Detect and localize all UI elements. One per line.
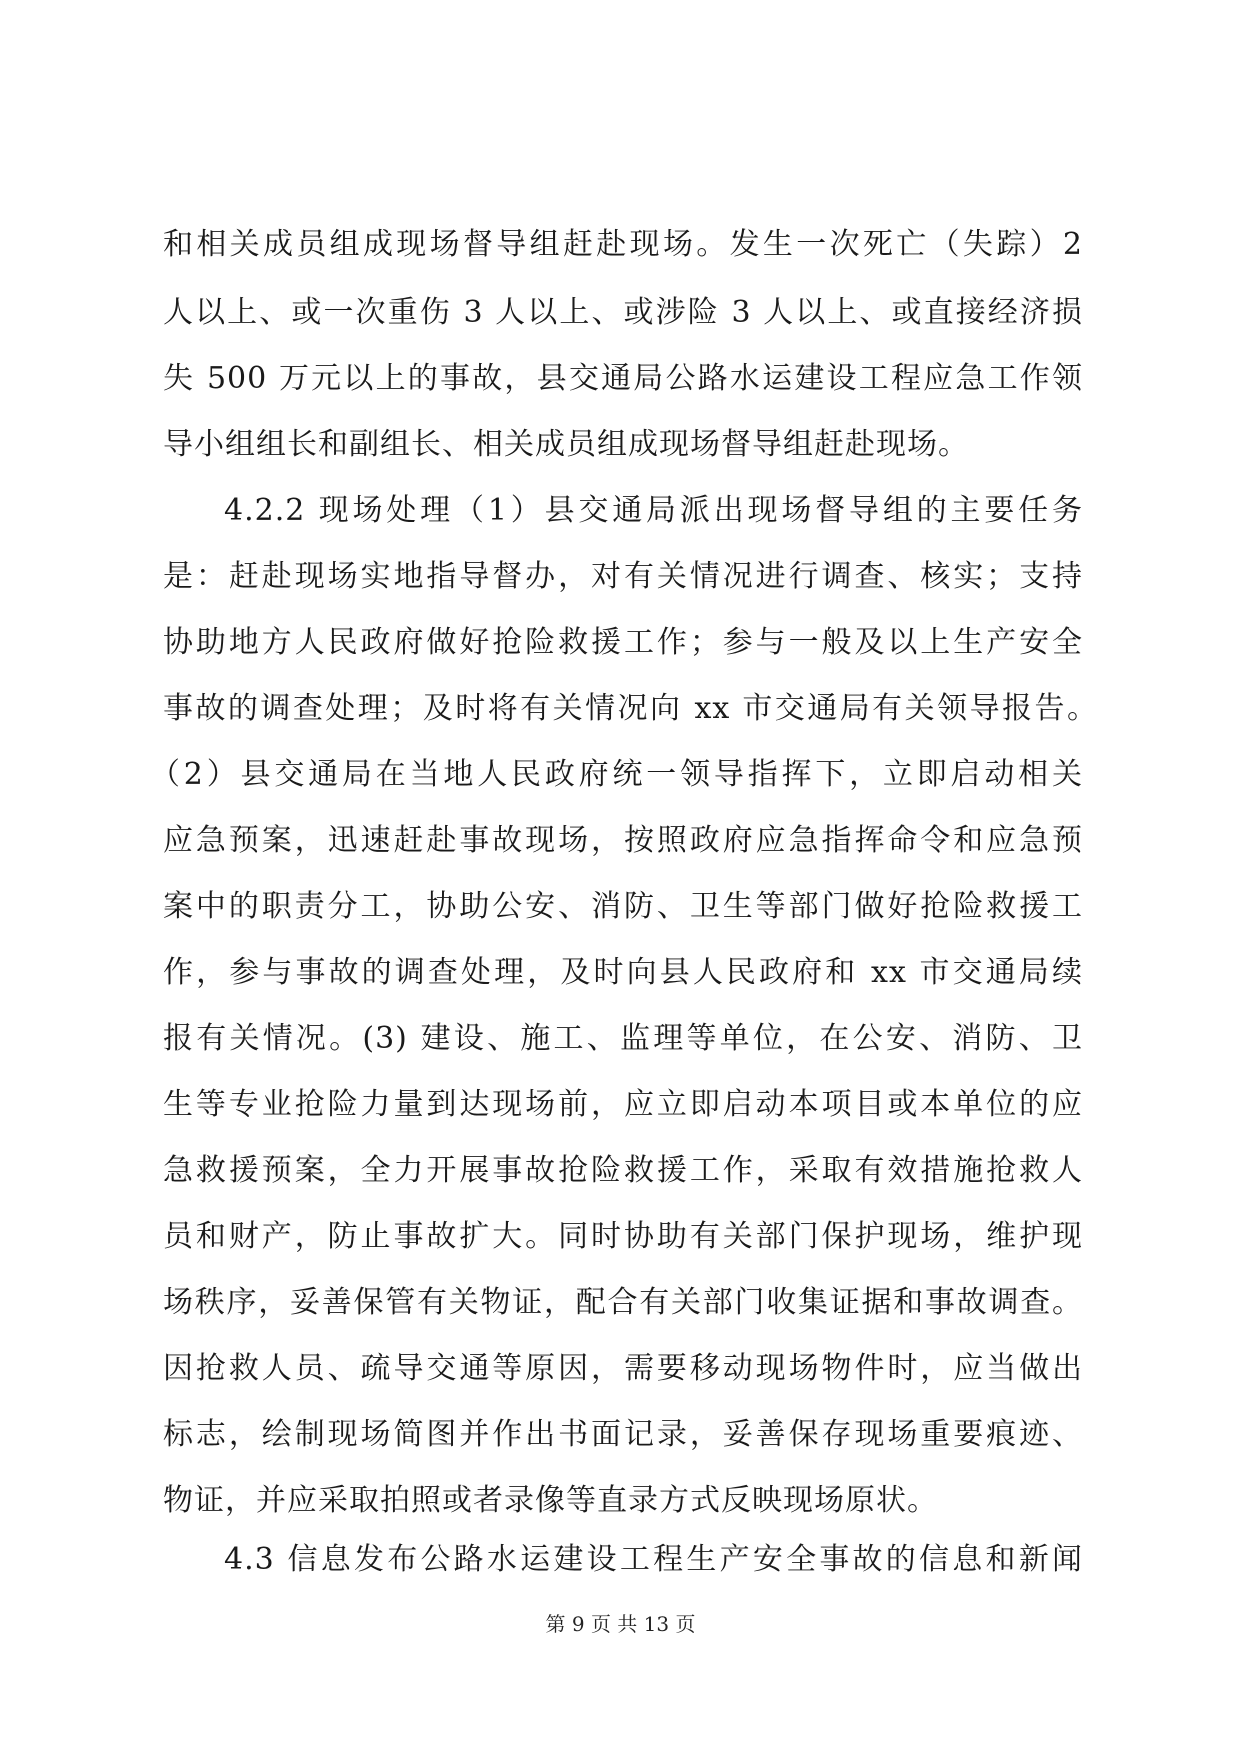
text-line: 急救援预案，全力开展事故抢险救援工作，采取有效措施抢救人 <box>163 1153 1083 1188</box>
text-line: 导小组组长和副组长、相关成员组成现场督导组赶赴现场。 <box>163 427 969 462</box>
text-line: 生等专业抢险力量到达现场前，应立即启动本项目或本单位的应 <box>163 1087 1083 1122</box>
text-line: 失 500 万元以上的事故，县交通局公路水运建设工程应急工作领 <box>163 361 1083 396</box>
text-line: 案中的职责分工，协助公安、消防、卫生等部门做好抢险救援工 <box>163 889 1083 924</box>
text-line: （2）县交通局在当地人民政府统一领导指挥下，立即启动相关 <box>150 757 1083 792</box>
text-line: 人以上、或一次重伤 3 人以上、或涉险 3 人以上、或直接经济损 <box>163 295 1083 330</box>
text-line: 物证，并应采取拍照或者录像等直录方式反映现场原状。 <box>163 1483 938 1518</box>
text-line: 因抢救人员、疏导交通等原因，需要移动现场物件时，应当做出 <box>163 1351 1083 1386</box>
text-line: 4.2.2 现场处理（1）县交通局派出现场督导组的主要任务 <box>224 493 1083 528</box>
text-line: 事故的调查处理；及时将有关情况向 xx 市交通局有关领导报告。 <box>163 691 1098 726</box>
text-line: 员和财产，防止事故扩大。同时协助有关部门保护现场，维护现 <box>163 1219 1083 1254</box>
page-footer: 第 9 页 共 13 页 <box>545 1612 696 1636</box>
text-line: 场秩序，妥善保管有关物证，配合有关部门收集证据和事故调查。 <box>163 1285 1083 1320</box>
text-line: 作，参与事故的调查处理，及时向县人民政府和 xx 市交通局续 <box>163 955 1083 990</box>
text-line: 标志，绘制现场简图并作出书面记录，妥善保存现场重要痕迹、 <box>163 1417 1083 1452</box>
text-line: 和相关成员组成现场督导组赶赴现场。发生一次死亡（失踪）2 <box>163 227 1083 262</box>
text-line: 协助地方人民政府做好抢险救援工作；参与一般及以上生产安全 <box>163 625 1083 660</box>
text-line: 应急预案，迅速赶赴事故现场，按照政府应急指挥命令和应急预 <box>163 823 1083 858</box>
text-line: 4.3 信息发布公路水运建设工程生产安全事故的信息和新闻 <box>224 1542 1083 1577</box>
text-line: 报有关情况。(3) 建设、施工、监理等单位，在公安、消防、卫 <box>163 1021 1083 1056</box>
text-line: 是：赶赴现场实地指导督办，对有关情况进行调查、核实；支持 <box>163 559 1083 594</box>
